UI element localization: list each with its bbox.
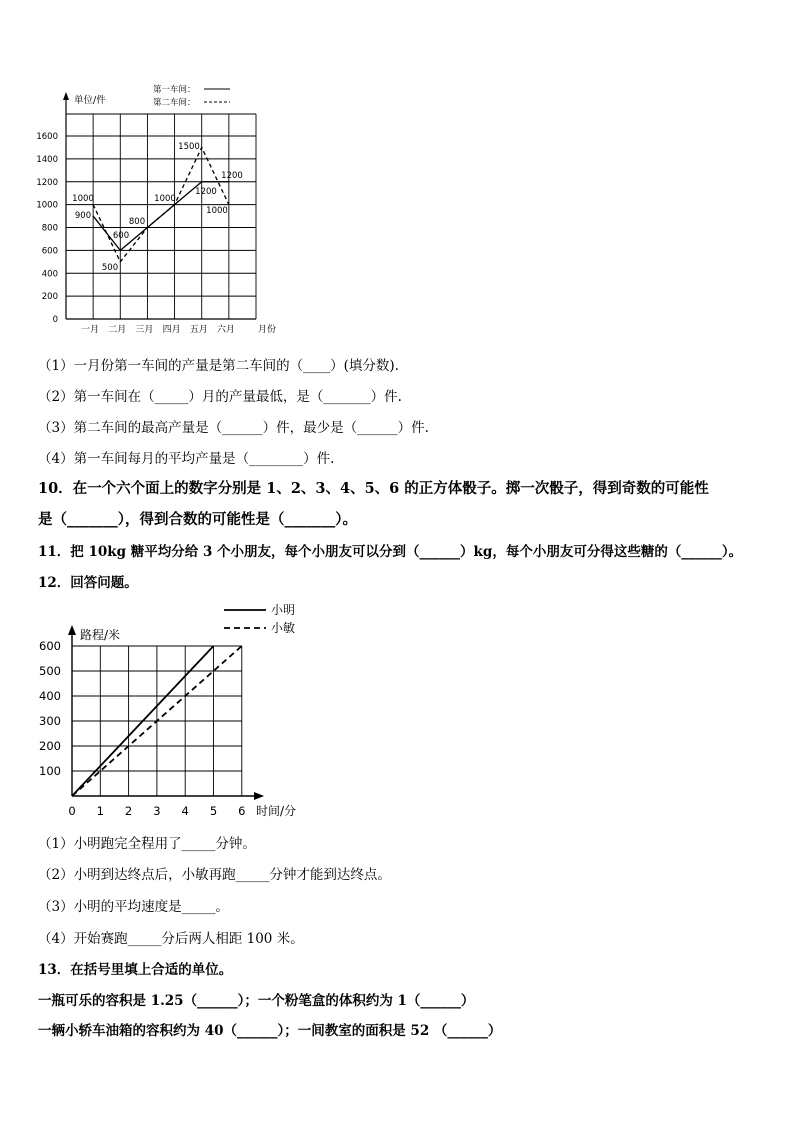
chart2-xtick: 1 — [96, 804, 104, 818]
q13-line1: 一瓶可乐的容积是 1.25（______）；一个粉笔盒的体积约为 1（______） — [38, 993, 475, 1009]
chart1-ytick: 1200 — [36, 177, 58, 188]
chart2-y-arrow — [68, 625, 76, 635]
chart2-ytick: 500 — [39, 664, 61, 678]
q12-part3: （3）小明的平均速度是_____。 — [38, 899, 229, 915]
workshop-production-chart — [0, 0, 794, 345]
chart1-ytick: 0 — [52, 315, 58, 325]
chart1-data-label: 1000 — [154, 194, 176, 204]
chart2-xtick: 5 — [209, 804, 218, 818]
chart1-ytick: 200 — [41, 292, 58, 303]
race-distance-chart — [0, 595, 794, 827]
chart1-data-label: 1000 — [206, 206, 228, 216]
chart2-y-label: 路程/米 — [80, 628, 121, 642]
chart1-xtick: 二月 — [108, 325, 127, 335]
chart2-legend-label: 小明 — [271, 603, 296, 617]
chart1-y-label: 单位/件 — [74, 95, 106, 106]
chart1-ytick: 600 — [41, 246, 58, 257]
chart1-ytick: 1600 — [36, 132, 58, 142]
chart2-xtick: 0 — [68, 804, 76, 818]
chart1-legend-label: 第一车间： — [153, 85, 196, 95]
q10-line1: 10．在一个六个面上的数字分别是 1、2、3、4、5、6 的正方体骰子。掷一次骰子，得到奇数的可能性 — [38, 480, 709, 497]
q9-part1: （1）一月份第一车间的产量是第二车间的（____）(填分数). — [38, 358, 399, 374]
chart1-ytick: 1000 — [36, 200, 58, 211]
chart1-legend-label: 第二车间： — [153, 98, 196, 108]
chart2-x-label: 时间/分 — [256, 804, 297, 818]
chart2-ytick: 300 — [39, 714, 61, 728]
q12-part2: （2）小明到达终点后，小敏再跑_____分钟才能到达终点。 — [38, 867, 391, 883]
chart1-data-label: 800 — [128, 217, 146, 227]
chart1-data-label: 500 — [101, 263, 119, 273]
chart1-ytick: 1400 — [36, 154, 58, 165]
chart1-xtick: 五月 — [189, 325, 208, 335]
chart2-ytick: 100 — [39, 764, 61, 778]
chart1-axes — [36, 92, 276, 335]
q12-part1: （1）小明跑完全程用了_____分钟。 — [38, 836, 256, 852]
chart1-data-label: 1000 — [72, 194, 94, 204]
q12-part4: （4）开始赛跑_____分后两人相距 100 米。 — [38, 931, 304, 947]
chart1-xtick: 一月 — [81, 325, 100, 335]
q10-line2: 是（_______），得到合数的可能性是（_______）。 — [38, 511, 357, 528]
chart1-xtick: 三月 — [135, 325, 154, 335]
chart2-xtick: 6 — [238, 804, 246, 818]
q9-part4: （4）第一车间每月的平均产量是（________）件. — [38, 451, 335, 467]
chart1-y-arrow — [63, 92, 69, 100]
chart1-data-label: 900 — [74, 211, 92, 221]
chart2-xtick: 3 — [153, 804, 161, 818]
chart2-legend-label: 小敏 — [271, 621, 296, 635]
chart1-data-label: 1500 — [178, 142, 200, 152]
chart1-data-label: 1200 — [195, 187, 217, 197]
q9-part2: （2）第一车间在（_____）月的产量最低，是（_______）件. — [38, 389, 402, 405]
q11: 11．把 10kg 糖平均分给 3 个小朋友，每个小朋友可以分到（______）kg，每个小朋友可分得这些糖的（______）。 — [38, 544, 743, 560]
chart2-ytick: 400 — [39, 689, 61, 703]
chart2-ytick: 200 — [39, 739, 61, 753]
q12-title: 12．回答问题。 — [38, 575, 138, 591]
q9-part3: （3）第二车间的最高产量是（______）件，最少是（______）件. — [38, 420, 429, 436]
chart2-xtick: 4 — [181, 804, 189, 818]
chart1-xtick: 四月 — [162, 325, 181, 335]
chart2-x-arrow — [254, 792, 264, 800]
chart2-xtick: 2 — [124, 804, 133, 818]
q13-title: 13．在括号里填上合适的单位。 — [38, 962, 233, 978]
chart2-ytick: 600 — [39, 639, 61, 653]
chart1-ytick: 800 — [41, 223, 58, 234]
chart1-data-label: 1200 — [221, 171, 243, 181]
chart1-x-label: 月份 — [258, 325, 277, 335]
chart1-data-label: 600 — [112, 231, 130, 241]
chart1-xtick: 六月 — [216, 325, 235, 335]
q13-line2: 一辆小轿车油箱的容积约为 40（______）；一间教室的面积是 52 （______） — [38, 1023, 502, 1039]
chart1-ytick: 400 — [41, 269, 58, 280]
